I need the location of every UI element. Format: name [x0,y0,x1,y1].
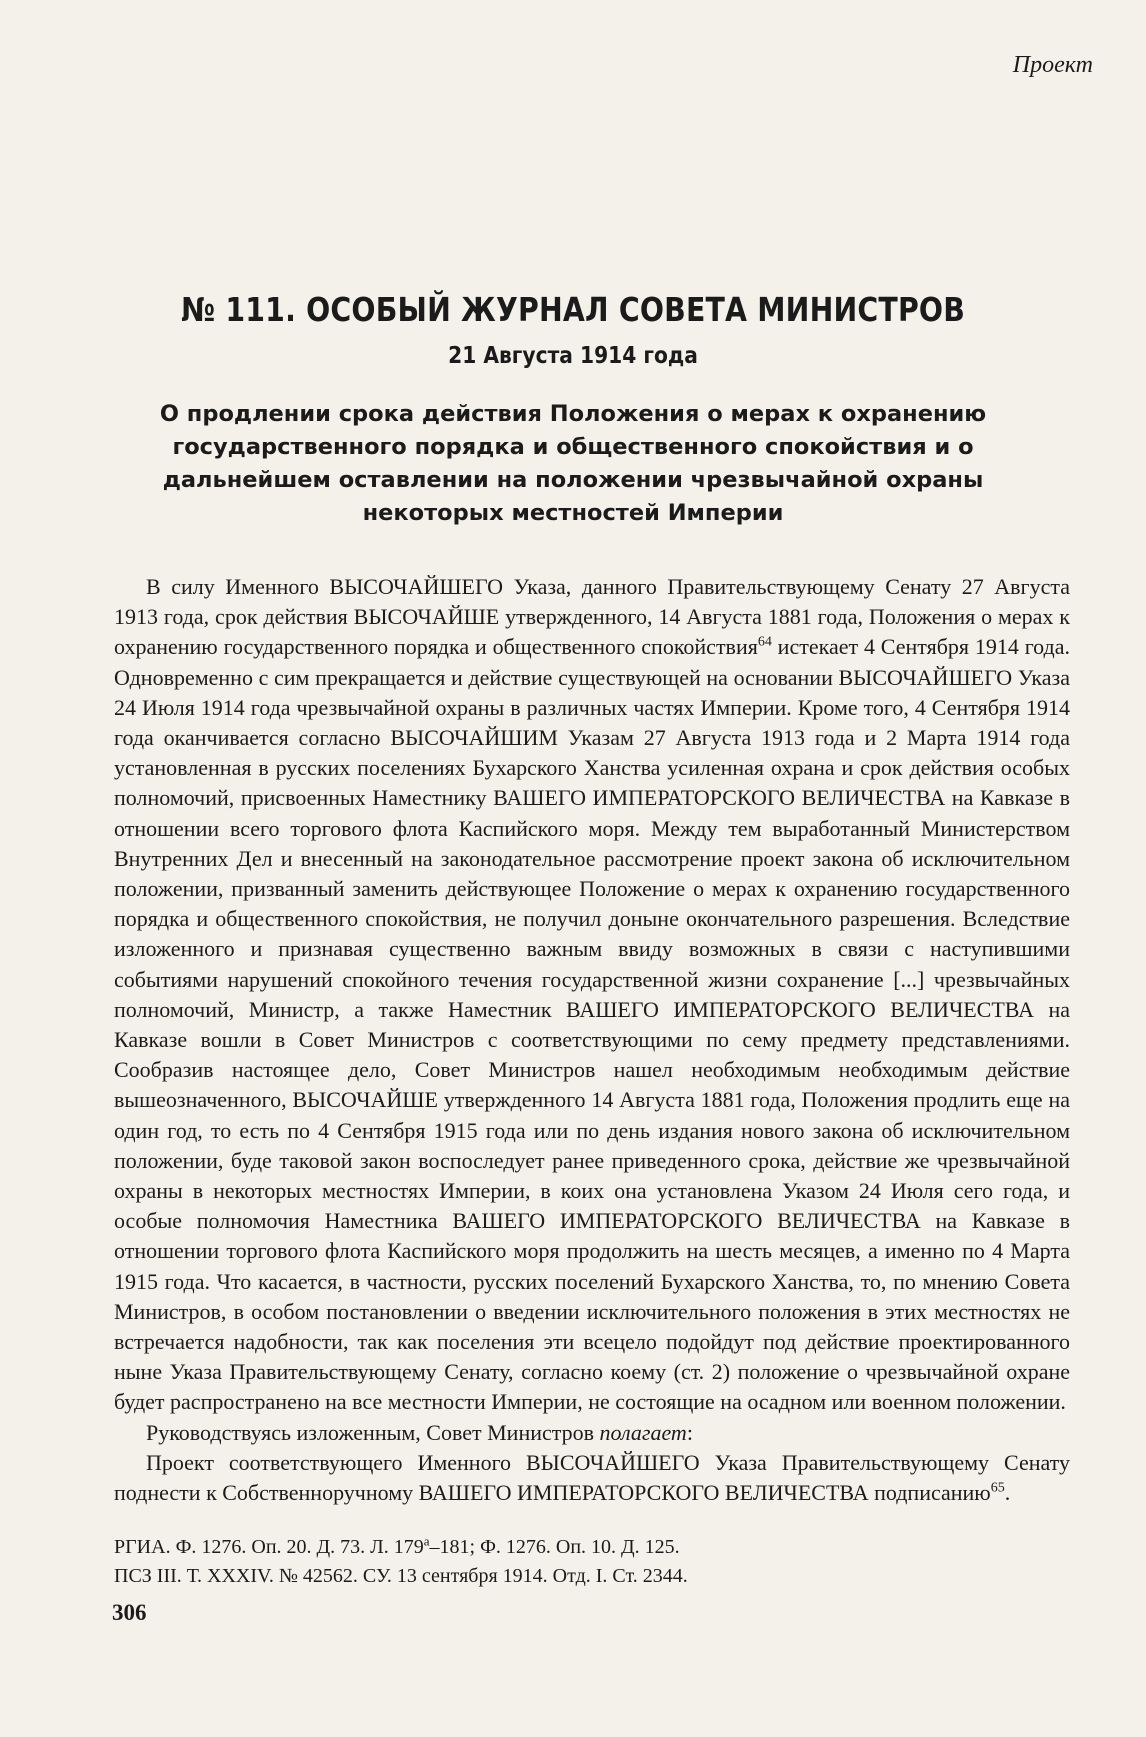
paragraph-resolution [114,1418,1070,1448]
page-number: 306 [112,1600,147,1625]
reverse-side-bleed-through [110,30,1070,650]
resolution-verb: полагает [599,1419,687,1445]
paragraph-main-text-a: В силу Именного ВЫСОЧАЙШЕГО Указа, данного Правительствующему Сенату 27 Августа 1913 года, срок действия ВЫСОЧАЙШЕ утвержденного, 14 Августа 1881 года, Положения о мерах к охранению государственного порядка и общественного спокойствия [114,574,1070,660]
proposal-text: Проект соответствующего Именного ВЫСОЧАЙШЕГО Указа Правительствующему Сенату поднести к Собственноручному ВАШЕГО ИМПЕРАТОРСКОГО ВЕЛИЧЕСТВА подписанию [114,1449,1070,1506]
reference-rgia-a: РГИА. Ф. 1276. Оп. 20. Д. 73. Л. 179 [114,1536,424,1558]
document-subject: О продлении срока действия Положения о мерах к охранению государственного порядка и общественного спокойствия и о дальнейшем оставлении на положении чрезвычайной охраны некоторых местностей Империи [159,401,987,526]
reference-psz: ПСЗ III. Т. XXXIV. № 42562. СУ. 13 сентября 1914. Отд. I. Ст. 2344. [114,1565,688,1587]
paragraph-main-text-b: истекает 4 Сентября 1914 года. Одновременно с сим прекращается и действие существующей на основании ВЫСОЧАЙШЕГО Указа 24 Июля 1914 года чрезвычайной охраны в различных частях Империи. Кроме того, 4 Сентября 1914 года оканчивается согласно ВЫСОЧАЙШИМ Указам 27 Августа 1913 года и 2 Марта 1914 года установленная в русских поселениях Бухарского Ханства усиленная охрана и срок действия особых полномочий, присвоенных Наместнику ВАШЕГО ИМПЕРАТОРСКОГО ВЕЛИЧЕСТВА на Кавказе в отношении всего торгового флота Каспийского моря. Между тем выработанный Министерством Внутренних Дел и внесенный на законодательное рассмотрение проект закона об исключительном положении, призванный заменить действующее Положение о мерах к охранению государственного порядка и общественного спокойствия, не получил доныне окончательного разрешения. Вследствие изложенного и признавая существенно важным ввиду возможных в связи с наступившими событиями нарушений спокойного течения государственной жизни сохранение [...] чрезвычайных полномочий, Министр, а также Наместник ВАШЕГО ИМПЕРАТОРСКОГО ВЕЛИЧЕСТВА на Кавказе вошли в Совет Министров с соответствующими по сему предмету представлениями. Сообразив настоящее дело, Совет Министров нашел необходимым необходимым действие вышеозначенного, ВЫСОЧАЙШЕ утвержденного 14 Августа 1881 года, Положения продлить еще на один год, то есть по 4 Сентября 1915 года или по день издания нового закона об исключительном положении, буде таковой закон воспоследует ранее приведенного срока, действие же чрезвычайной охраны в некоторых местностях Империи, в коих она установлена Указом 24 Июля сего года, и особые полномочия Наместника ВАШЕГО ИМПЕРАТОРСКОГО ВЕЛИЧЕСТВА на Кавказе в отношении торгового флота Каспийского моря продолжить на шесть месяцев, а именно по 4 Марта 1915 года. Что касается, в частности, русских поселений Бухарского Ханства, то, по мнению Совета Министров, в особом постановлении о введении исключительного положения в этих местностях не встречается надобности, так как поселения эти всецело подойдут под действие проектированного ныне Указа Правительствующему Сенату, согласно коему (ст. 2) положение о чрезвычайной охране будет распространено на все местности Империи, не состоящие на осадном или военном положении. [114,634,1071,1415]
reference-rgia-b: –181; Ф. 1276. Оп. 10. Д. 125. [429,1536,680,1558]
archival-references [114,1533,1070,1591]
reference-rgia-sup: а [423,1533,430,1549]
document-title: № 111. ОСОБЫЙ ЖУРНАЛ СОВЕТА МИНИСТРОВ [180,290,966,329]
proposal-end: . [1004,1480,1011,1506]
resolution-lead: Руководствуясь изложенным, Совет Министров [146,1419,600,1445]
paragraph-main [114,572,1070,1418]
resolution-colon: : [686,1419,693,1445]
document-date: 21 Августа 1914 года [448,343,698,369]
document-body [114,572,1070,1508]
paragraph-proposal [114,1448,1070,1508]
footnote-ref-65: 65 [990,1480,1005,1496]
reference-rgia [114,1533,1070,1562]
draft-label: Проект [1012,52,1093,78]
footnote-ref-64: 64 [757,635,772,651]
